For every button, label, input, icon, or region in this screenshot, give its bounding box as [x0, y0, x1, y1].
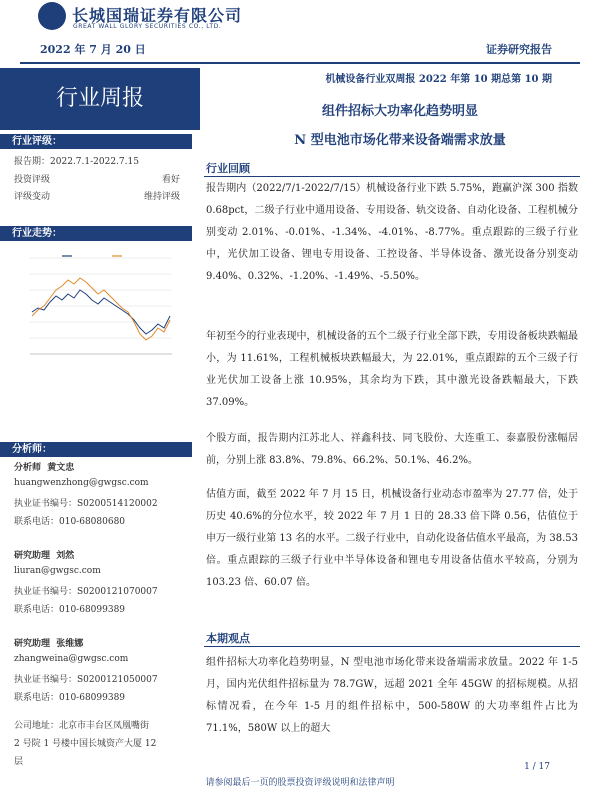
period-value: 2022.7.1-2022.7.15 — [50, 157, 139, 167]
company-logo-icon — [38, 2, 66, 30]
sidebar-title: 行业周报 — [55, 86, 144, 111]
rating-label: 投资评级 — [14, 175, 51, 185]
analyst-2-email[interactable]: liuran@gwgsc.com — [14, 566, 101, 576]
paragraph-review: 报告期内（2022/7/1-2022/7/15）机械设备行业下跌 5.75%，跑赢沪深 300 指数 0.68pct，二级子行业中通用设备、专用设备、轨交设备、自动化设备、工程机械分别变动 2.01%、-0.01%、-1.34%、-4.01%、-8.77%。重点跟踪的三级子行业中，光伏加工设备、锂电专用设备、工控设备、半导体设备、激光设备分别变动 9.40%、0.32%、-1.20%、-1.49%、-5.50%。 — [206, 183, 578, 282]
analyst-section-header: 分析师： — [0, 442, 192, 457]
rating-section-header: 行业评级： — [0, 134, 192, 149]
analyst-1-title — [14, 460, 74, 473]
analyst-2-cert: 执业证书编号：S0200121070007 — [14, 587, 158, 597]
page-number: 1 / 17 — [524, 762, 550, 772]
report-type: 证券研究报告 — [486, 43, 552, 56]
section-review-heading: 行业回顾 — [206, 162, 250, 175]
analyst-3-email[interactable]: zhangweina@gwgsc.com — [14, 654, 129, 664]
analyst-1-name: 黄文忠 — [47, 463, 75, 473]
paragraph-ytd: 年初至今的行业表现中，机械设备的五个二级子行业全部下跌，专用设备板块跌幅最小，为 11.61%，工程机械板块跌幅最大，为 22.01%，重点跟踪的五个三级子行业光伏加工设备上涨 10.95%，其余均为下跌，其中激光设备跌幅最大，下跌 37.09%。 — [206, 331, 578, 408]
section-view-rule — [204, 646, 580, 647]
change-value: 维持评级 — [143, 192, 180, 202]
industry-trend-chart — [12, 250, 180, 380]
analyst-2-title — [14, 548, 74, 561]
company-name-cn: 长城国瑞证券有限公司 — [72, 6, 243, 25]
trend-section-header: 行业走势： — [0, 226, 192, 241]
analyst-1-phone: 联系电话：010-68080680 — [14, 517, 126, 527]
chart-grid — [30, 258, 172, 354]
paragraph-view: 组件招标大功率化趋势明显，N 型电池市场化带来设备端需求放量。2022 年 1-5 月，国内光伏组件招标量为 78.7GW，远超 2021 全年 45GW 的招标规模。从招标情况看，在今年 1-5 月的组件招标中，500-580W 的大功率组件占比为 71.1%，580W 以上的超大 — [206, 657, 578, 734]
main-title-1: 组件招标大功率化趋势明显 — [321, 104, 478, 119]
header-divider — [20, 62, 580, 64]
company-address-line-3: 层 — [14, 757, 24, 767]
analyst-3-role: 研究助理 — [14, 639, 51, 649]
main-title-2: N 型电池市场化带来设备端需求放量 — [294, 133, 506, 148]
section-review-rule — [204, 176, 580, 177]
rating-value: 看好 — [161, 175, 180, 185]
report-date: 2022 年 7 月 20 日 — [40, 43, 146, 56]
analyst-1-role: 分析师 — [14, 463, 42, 473]
company-address-line-1: 公司地址：北京市丰台区凤凰嘴街 — [14, 721, 150, 731]
report-subtitle: 机械设备行业双周报 2022 年第 10 期总第 10 期 — [325, 74, 552, 85]
analyst-3-title — [14, 636, 83, 649]
section-view-heading: 本期观点 — [206, 632, 250, 645]
analyst-1-cert: 执业证书编号：S0200514120002 — [14, 499, 158, 509]
company-address-line-2: 2 号院 1 号楼中国长城资产大厦 12 — [14, 739, 157, 749]
analyst-2-name: 刘然 — [56, 551, 75, 561]
period-row — [14, 154, 139, 167]
footer-disclaimer[interactable]: 请参阅最后一页的股票投资评级说明和法律声明 — [205, 778, 395, 788]
series-2-line — [32, 278, 170, 340]
change-label: 评级变动 — [14, 192, 51, 202]
analyst-1-email[interactable]: huangwenzhong@gwgsc.com — [14, 478, 149, 488]
company-name-en: GREAT WALL GLORY SECURITIES CO., LTD. — [73, 23, 222, 30]
paragraph-stocks: 个股方面，报告期内江苏北人、祥鑫科技、同飞股份、大连重工、泰嘉股份涨幅居前，分别上涨 83.8%、79.8%、66.2%、50.1%、46.2%。 — [206, 433, 578, 466]
period-label: 报告期： — [14, 157, 51, 167]
analyst-3-cert: 执业证书编号：S0200121050007 — [14, 675, 158, 685]
analyst-3-phone: 联系电话：010-68099389 — [14, 693, 126, 703]
analyst-2-phone: 联系电话：010-68099389 — [14, 605, 126, 615]
analyst-2-role: 研究助理 — [14, 551, 51, 561]
series-1-line — [32, 290, 170, 334]
paragraph-valuation: 估值方面，截至 2022 年 7 月 15 日，机械设备行业动态市盈率为 27.77 倍，处于历史 40.6%的分位水平，较 2022 年 7 月 1 日的 28.33 倍下降 0.56，估值位于申万一级行业第 13 名的水平。二级子行业中，自动化设备估值水平最高，为 38.53 倍。重点跟踪的三级子行业中半导体设备和锂电专用设备估值水平较高，分别为 103.23 倍、60.07 倍。 — [206, 489, 578, 588]
analyst-3-name: 张维娜 — [56, 639, 84, 649]
